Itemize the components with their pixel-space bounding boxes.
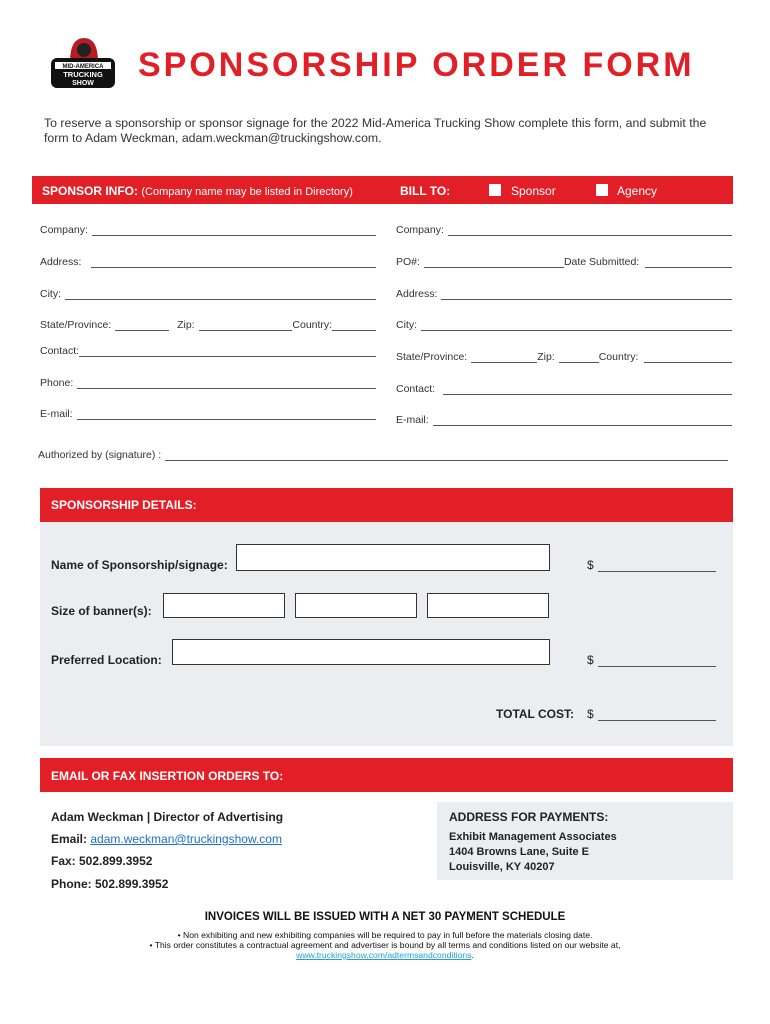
agency-checkbox[interactable] [596, 184, 608, 196]
contact-email-line: Email: adam.weckman@truckingshow.com [51, 832, 282, 846]
payment-address-line1: Exhibit Management Associates [449, 831, 617, 843]
bill-address-field[interactable]: Address: [396, 288, 732, 300]
page-title: SPONSORSHIP ORDER FORM [138, 46, 695, 84]
sponsor-contact-field[interactable]: Contact: [40, 345, 376, 357]
sponsor-option-label: Sponsor [511, 184, 556, 198]
bill-email-field[interactable]: E-mail: [396, 414, 732, 426]
bill-po-date-field[interactable]: PO#: Date Submitted: [396, 256, 732, 268]
svg-text:TRUCKING: TRUCKING [63, 70, 103, 79]
bill-contact-field[interactable]: Contact: [396, 383, 732, 395]
banner-size-input-2[interactable] [295, 593, 417, 618]
svg-text:MID-AMERICA: MID-AMERICA [62, 64, 104, 70]
preferred-location-cost[interactable]: $ [587, 653, 716, 667]
mats-logo [50, 32, 116, 94]
contact-name: Adam Weckman | Director of Advertising [51, 810, 284, 824]
contact-fax: Fax: 502.899.3952 [51, 854, 153, 868]
sponsorship-name-input[interactable] [236, 544, 550, 571]
footer-note-2: • This order constitutes a contractual agreement and advertiser is bound by all terms and conditions listed on our website at, [149, 940, 621, 950]
terms-link[interactable]: www.truckingshow.com/adtermsandconditions [296, 950, 472, 960]
sponsorship-details-heading: SPONSORSHIP DETAILS: [51, 498, 197, 512]
sponsor-info-heading: SPONSOR INFO: [42, 184, 139, 198]
total-cost-field[interactable]: $ [587, 707, 716, 721]
preferred-location-label: Preferred Location: [51, 653, 162, 667]
sponsorship-details-header [40, 488, 733, 522]
preferred-location-input[interactable] [172, 639, 550, 665]
bill-state-zip-country-field[interactable]: State/Province: Zip: Country: [396, 351, 732, 363]
svg-text:SHOW: SHOW [72, 80, 94, 87]
bill-to-heading: BILL TO: [400, 184, 451, 198]
authorized-signature-field[interactable]: Authorized by (signature) : [38, 449, 728, 461]
sponsor-address-field[interactable]: Address: [40, 256, 376, 268]
footer-note-1: • Non exhibiting and new exhibiting companies will be required to pay in full before the materials closing date. [177, 930, 593, 940]
payment-address-heading: ADDRESS FOR PAYMENTS: [449, 810, 609, 824]
contact-phone: Phone: 502.899.3952 [51, 877, 169, 891]
total-cost-label: TOTAL COST: [496, 707, 574, 721]
sponsor-info-header [32, 176, 386, 204]
sponsor-company-field[interactable]: Company: [40, 224, 376, 236]
sponsorship-name-cost[interactable]: $ [587, 558, 716, 572]
sponsor-state-zip-country-field[interactable]: State/Province: Zip: Country: [40, 319, 376, 331]
bill-company-field[interactable]: Company: [396, 224, 732, 236]
banner-size-label: Size of banner(s): [51, 604, 152, 618]
intro-text: To reserve a sponsorship or sponsor signage for the 2022 Mid-America Trucking Show complete this form, and submit the form to Adam Weckman, adam.weckman@truckingshow.com. [44, 116, 707, 145]
sponsor-info-note: (Company name may be listed in Directory) [141, 186, 353, 198]
footer-link-line: www.truckingshow.com/adtermsandconditions. [296, 950, 474, 960]
payment-address-line2: 1404 Browns Lane, Suite E [449, 846, 589, 858]
email-fax-header [40, 758, 733, 792]
agency-option-label: Agency [617, 184, 658, 198]
sponsorship-name-label: Name of Sponsorship/signage: [51, 558, 228, 572]
sponsorship-details-panel [40, 488, 733, 746]
sponsor-city-field[interactable]: City: [40, 288, 376, 300]
bill-city-field[interactable]: City: [396, 319, 732, 331]
payment-address-line3: Louisville, KY 40207 [449, 861, 555, 873]
banner-size-input-3[interactable] [427, 593, 549, 618]
payment-address-panel [437, 802, 733, 880]
contact-email-link[interactable]: adam.weckman@truckingshow.com [90, 832, 282, 846]
sponsor-email-field[interactable]: E-mail: [40, 408, 376, 420]
invoice-terms-title: INVOICES WILL BE ISSUED WITH A NET 30 PAYMENT SCHEDULE [204, 911, 566, 923]
bill-to-header [386, 176, 733, 204]
banner-size-input-1[interactable] [163, 593, 285, 618]
sponsor-phone-field[interactable]: Phone: [40, 377, 376, 389]
email-fax-heading: EMAIL OR FAX INSERTION ORDERS TO: [51, 769, 284, 783]
sponsor-checkbox[interactable] [489, 184, 501, 196]
